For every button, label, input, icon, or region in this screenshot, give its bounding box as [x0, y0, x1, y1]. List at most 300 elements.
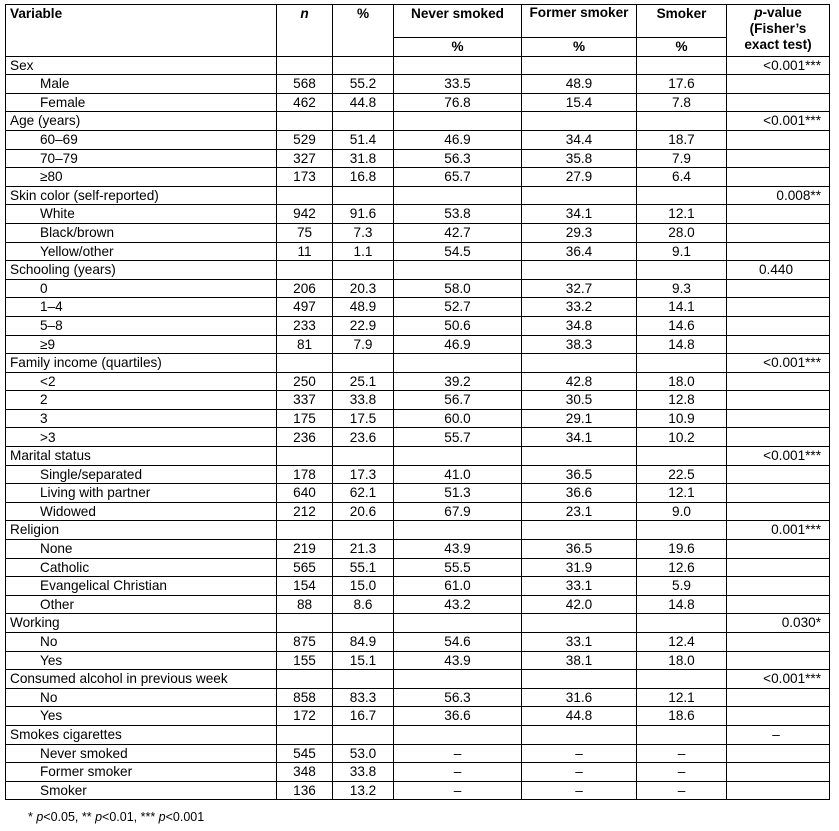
group-label: Age (years) — [6, 112, 277, 131]
row-never-smoked: 65.7 — [394, 168, 522, 187]
row-never-smoked: – — [394, 744, 522, 763]
row-never-smoked: 55.7 — [394, 428, 522, 447]
row-former-smoker: 34.1 — [522, 205, 637, 224]
row-never-smoked: 52.7 — [394, 298, 522, 317]
row-smoker: – — [637, 781, 727, 800]
header-smoker: Smoker — [637, 5, 727, 38]
row-smoker: – — [637, 763, 727, 782]
row-former-smoker: 29.1 — [522, 409, 637, 428]
row-label: 5–8 — [6, 316, 277, 335]
table-row — [6, 168, 830, 187]
row-n: 154 — [277, 577, 333, 596]
row-smoker: 12.4 — [637, 633, 727, 652]
table-row — [6, 577, 830, 596]
empty-cell — [637, 56, 727, 75]
row-percent: 21.3 — [333, 540, 394, 559]
empty-cell — [333, 112, 394, 131]
row-p-value — [727, 391, 830, 410]
row-p-value — [727, 149, 830, 168]
row-n: 568 — [277, 75, 333, 94]
empty-cell — [333, 521, 394, 540]
empty-cell — [394, 725, 522, 744]
row-percent: 7.9 — [333, 335, 394, 354]
row-p-value — [727, 651, 830, 670]
empty-cell — [394, 112, 522, 131]
row-label: 0 — [6, 279, 277, 298]
row-smoker: 7.9 — [637, 149, 727, 168]
row-former-smoker: – — [522, 763, 637, 782]
row-p-value — [727, 595, 830, 614]
row-percent: 44.8 — [333, 93, 394, 112]
group-row — [6, 112, 830, 131]
row-former-smoker: 29.3 — [522, 223, 637, 242]
row-n: 545 — [277, 744, 333, 763]
row-former-smoker: 23.1 — [522, 502, 637, 521]
row-former-smoker: 27.9 — [522, 168, 637, 187]
subheader-smoker-pct: % — [637, 38, 727, 57]
table-row — [6, 744, 830, 763]
empty-cell — [277, 614, 333, 633]
row-never-smoked: 46.9 — [394, 335, 522, 354]
group-label: Skin color (self-reported) — [6, 186, 277, 205]
header-row — [6, 5, 830, 38]
row-n: 858 — [277, 688, 333, 707]
row-n: 497 — [277, 298, 333, 317]
row-p-value — [727, 298, 830, 317]
row-percent: 84.9 — [333, 633, 394, 652]
row-p-value — [727, 781, 830, 800]
row-percent: 13.2 — [333, 781, 394, 800]
row-smoker: 12.6 — [637, 558, 727, 577]
empty-cell — [522, 56, 637, 75]
row-label: Smoker — [6, 781, 277, 800]
table-row — [6, 93, 830, 112]
row-n: 173 — [277, 168, 333, 187]
group-p-value: 0.030* — [727, 614, 830, 633]
row-smoker: 17.6 — [637, 75, 727, 94]
empty-cell — [394, 56, 522, 75]
empty-cell — [333, 56, 394, 75]
row-percent: 62.1 — [333, 484, 394, 503]
empty-cell — [637, 112, 727, 131]
group-row — [6, 521, 830, 540]
row-percent: 33.8 — [333, 763, 394, 782]
table-row — [6, 409, 830, 428]
row-former-smoker: 15.4 — [522, 93, 637, 112]
footnote-p3: p — [158, 810, 166, 824]
row-p-value — [727, 93, 830, 112]
row-n: 233 — [277, 316, 333, 335]
empty-cell — [333, 447, 394, 466]
row-p-value — [727, 502, 830, 521]
empty-cell — [277, 112, 333, 131]
table-row — [6, 428, 830, 447]
empty-cell — [394, 447, 522, 466]
row-label: Female — [6, 93, 277, 112]
empty-cell — [522, 670, 637, 689]
row-p-value — [727, 316, 830, 335]
table-row — [6, 391, 830, 410]
group-label: Consumed alcohol in previous week — [6, 670, 277, 689]
row-smoker: 12.1 — [637, 205, 727, 224]
row-percent: 20.6 — [333, 502, 394, 521]
row-n: 75 — [277, 223, 333, 242]
footnote-p1: p — [36, 810, 44, 824]
header-percent: % — [333, 5, 394, 57]
row-n: 175 — [277, 409, 333, 428]
empty-cell — [522, 725, 637, 744]
table-row — [6, 651, 830, 670]
row-smoker: 9.1 — [637, 242, 727, 261]
row-label: Former smoker — [6, 763, 277, 782]
empty-cell — [637, 614, 727, 633]
row-n: 11 — [277, 242, 333, 261]
row-former-smoker: 32.7 — [522, 279, 637, 298]
row-never-smoked: 53.8 — [394, 205, 522, 224]
row-label: Catholic — [6, 558, 277, 577]
empty-cell — [277, 447, 333, 466]
row-smoker: 18.0 — [637, 651, 727, 670]
row-never-smoked: 54.6 — [394, 633, 522, 652]
row-never-smoked: 61.0 — [394, 577, 522, 596]
table-row — [6, 298, 830, 317]
row-percent: 16.7 — [333, 707, 394, 726]
group-p-value: 0.008** — [727, 186, 830, 205]
empty-cell — [522, 614, 637, 633]
group-row — [6, 614, 830, 633]
empty-cell — [277, 670, 333, 689]
row-percent: 83.3 — [333, 688, 394, 707]
group-label: Smokes cigarettes — [6, 725, 277, 744]
row-percent: 8.6 — [333, 595, 394, 614]
empty-cell — [637, 725, 727, 744]
row-p-value — [727, 484, 830, 503]
row-label: Yes — [6, 651, 277, 670]
row-n: 327 — [277, 149, 333, 168]
row-n: 348 — [277, 763, 333, 782]
row-never-smoked: 39.2 — [394, 372, 522, 391]
row-percent: 7.3 — [333, 223, 394, 242]
row-never-smoked: 56.7 — [394, 391, 522, 410]
row-label: <2 — [6, 372, 277, 391]
row-never-smoked: 54.5 — [394, 242, 522, 261]
empty-cell — [333, 670, 394, 689]
row-n: 462 — [277, 93, 333, 112]
header-n: n — [277, 5, 333, 57]
row-smoker: 18.7 — [637, 130, 727, 149]
row-smoker: 14.8 — [637, 595, 727, 614]
row-percent: 51.4 — [333, 130, 394, 149]
row-percent: 33.8 — [333, 391, 394, 410]
row-p-value — [727, 372, 830, 391]
row-n: 178 — [277, 465, 333, 484]
row-percent: 15.0 — [333, 577, 394, 596]
row-former-smoker: 38.3 — [522, 335, 637, 354]
row-smoker: 5.9 — [637, 577, 727, 596]
row-n: 529 — [277, 130, 333, 149]
row-p-value — [727, 577, 830, 596]
empty-cell — [522, 521, 637, 540]
row-never-smoked: 51.3 — [394, 484, 522, 503]
table-row — [6, 633, 830, 652]
row-label: >3 — [6, 428, 277, 447]
row-n: 250 — [277, 372, 333, 391]
row-p-value — [727, 75, 830, 94]
row-percent: 48.9 — [333, 298, 394, 317]
empty-cell — [637, 186, 727, 205]
row-smoker: 18.6 — [637, 707, 727, 726]
row-former-smoker: 33.1 — [522, 633, 637, 652]
table-row — [6, 335, 830, 354]
row-never-smoked: 58.0 — [394, 279, 522, 298]
group-label: Religion — [6, 521, 277, 540]
group-row — [6, 725, 830, 744]
row-label: Yes — [6, 707, 277, 726]
table-row — [6, 75, 830, 94]
group-p-value: – — [727, 725, 830, 744]
table-row — [6, 707, 830, 726]
row-former-smoker: – — [522, 744, 637, 763]
row-n: 875 — [277, 633, 333, 652]
row-smoker: 14.1 — [637, 298, 727, 317]
row-label: Male — [6, 75, 277, 94]
row-smoker: 12.8 — [637, 391, 727, 410]
row-percent: 20.3 — [333, 279, 394, 298]
row-label: 1–4 — [6, 298, 277, 317]
row-former-smoker: 36.4 — [522, 242, 637, 261]
empty-cell — [637, 521, 727, 540]
table-row — [6, 763, 830, 782]
row-p-value — [727, 428, 830, 447]
empty-cell — [277, 521, 333, 540]
row-n: 136 — [277, 781, 333, 800]
p-letter: p — [754, 5, 763, 20]
empty-cell — [277, 56, 333, 75]
table-row — [6, 205, 830, 224]
row-p-value — [727, 205, 830, 224]
row-former-smoker: 33.2 — [522, 298, 637, 317]
row-former-smoker: – — [522, 781, 637, 800]
empty-cell — [394, 521, 522, 540]
row-never-smoked: 46.9 — [394, 130, 522, 149]
empty-cell — [522, 354, 637, 373]
table-row — [6, 149, 830, 168]
row-percent: 16.8 — [333, 168, 394, 187]
row-never-smoked: 42.7 — [394, 223, 522, 242]
row-never-smoked: 43.9 — [394, 540, 522, 559]
group-row — [6, 186, 830, 205]
row-n: 942 — [277, 205, 333, 224]
row-smoker: 10.9 — [637, 409, 727, 428]
table-row — [6, 484, 830, 503]
empty-cell — [522, 112, 637, 131]
smoking-status-table — [5, 4, 830, 800]
row-former-smoker: 36.5 — [522, 465, 637, 484]
footnote-t2: <0.01, *** — [102, 810, 159, 824]
row-label: 2 — [6, 391, 277, 410]
header-former-smoker: Former smoker — [522, 5, 637, 38]
row-never-smoked: – — [394, 763, 522, 782]
empty-cell — [394, 186, 522, 205]
row-label: Yellow/other — [6, 242, 277, 261]
row-p-value — [727, 409, 830, 428]
group-p-value: <0.001*** — [727, 112, 830, 131]
row-smoker: 7.8 — [637, 93, 727, 112]
table-row — [6, 242, 830, 261]
row-label: Widowed — [6, 502, 277, 521]
empty-cell — [277, 725, 333, 744]
row-former-smoker: 38.1 — [522, 651, 637, 670]
row-label: No — [6, 633, 277, 652]
row-smoker: 6.4 — [637, 168, 727, 187]
row-p-value — [727, 279, 830, 298]
empty-cell — [637, 354, 727, 373]
group-p-value: 0.440 — [727, 261, 830, 280]
footnote-t1: <0.05, ** — [43, 810, 96, 824]
row-never-smoked: 56.3 — [394, 688, 522, 707]
row-former-smoker: 34.8 — [522, 316, 637, 335]
row-percent: 55.1 — [333, 558, 394, 577]
empty-cell — [394, 261, 522, 280]
row-never-smoked: 55.5 — [394, 558, 522, 577]
table-row — [6, 595, 830, 614]
empty-cell — [394, 354, 522, 373]
row-label: No — [6, 688, 277, 707]
group-row — [6, 261, 830, 280]
table-row — [6, 465, 830, 484]
row-n: 219 — [277, 540, 333, 559]
row-p-value — [727, 465, 830, 484]
footnote-t3: <0.001 — [165, 810, 205, 824]
row-never-smoked: 41.0 — [394, 465, 522, 484]
table-row — [6, 688, 830, 707]
subheader-former-pct: % — [522, 38, 637, 57]
row-label: Black/brown — [6, 223, 277, 242]
row-smoker: 14.6 — [637, 316, 727, 335]
group-p-value: <0.001*** — [727, 447, 830, 466]
row-never-smoked: 36.6 — [394, 707, 522, 726]
row-former-smoker: 36.6 — [522, 484, 637, 503]
group-row — [6, 56, 830, 75]
row-p-value — [727, 744, 830, 763]
group-label: Sex — [6, 56, 277, 75]
row-never-smoked: 43.2 — [394, 595, 522, 614]
row-p-value — [727, 707, 830, 726]
row-former-smoker: 34.1 — [522, 428, 637, 447]
row-smoker: 9.3 — [637, 279, 727, 298]
row-p-value — [727, 130, 830, 149]
footnote-star: * — [28, 810, 37, 824]
empty-cell — [394, 670, 522, 689]
row-percent: 17.3 — [333, 465, 394, 484]
row-p-value — [727, 763, 830, 782]
row-former-smoker: 44.8 — [522, 707, 637, 726]
row-former-smoker: 48.9 — [522, 75, 637, 94]
row-n: 236 — [277, 428, 333, 447]
footnote — [28, 810, 204, 824]
row-smoker: 10.2 — [637, 428, 727, 447]
empty-cell — [277, 261, 333, 280]
row-never-smoked: 33.5 — [394, 75, 522, 94]
empty-cell — [277, 354, 333, 373]
group-p-value: <0.001*** — [727, 670, 830, 689]
row-smoker: 12.1 — [637, 484, 727, 503]
group-label: Working — [6, 614, 277, 633]
row-percent: 23.6 — [333, 428, 394, 447]
empty-cell — [637, 670, 727, 689]
row-former-smoker: 34.4 — [522, 130, 637, 149]
row-n: 565 — [277, 558, 333, 577]
row-p-value — [727, 223, 830, 242]
row-p-value — [727, 168, 830, 187]
row-n: 155 — [277, 651, 333, 670]
row-percent: 91.6 — [333, 205, 394, 224]
row-label: ≥80 — [6, 168, 277, 187]
row-never-smoked: 60.0 — [394, 409, 522, 428]
table-row — [6, 279, 830, 298]
table-row — [6, 223, 830, 242]
row-never-smoked: – — [394, 781, 522, 800]
table-row — [6, 558, 830, 577]
row-p-value — [727, 688, 830, 707]
group-row — [6, 670, 830, 689]
empty-cell — [522, 261, 637, 280]
table-body — [6, 56, 830, 800]
row-n: 81 — [277, 335, 333, 354]
row-smoker: 18.0 — [637, 372, 727, 391]
header-variable: Variable — [6, 5, 277, 57]
table-row — [6, 372, 830, 391]
row-never-smoked: 43.9 — [394, 651, 522, 670]
empty-cell — [637, 447, 727, 466]
table-container — [5, 4, 830, 800]
row-label: Other — [6, 595, 277, 614]
row-n: 212 — [277, 502, 333, 521]
empty-cell — [522, 447, 637, 466]
row-p-value — [727, 558, 830, 577]
row-former-smoker: 35.8 — [522, 149, 637, 168]
row-label: Single/separated — [6, 465, 277, 484]
group-label: Schooling (years) — [6, 261, 277, 280]
p-value-label: -value (Fisher’s exact test) — [744, 5, 812, 52]
header-never-smoked: Never smoked — [394, 5, 522, 38]
row-smoker: 19.6 — [637, 540, 727, 559]
row-label: 60–69 — [6, 130, 277, 149]
row-former-smoker: 30.5 — [522, 391, 637, 410]
row-p-value — [727, 335, 830, 354]
row-smoker: 9.0 — [637, 502, 727, 521]
row-smoker: 14.8 — [637, 335, 727, 354]
row-never-smoked: 50.6 — [394, 316, 522, 335]
row-label: None — [6, 540, 277, 559]
row-percent: 53.0 — [333, 744, 394, 763]
empty-cell — [333, 261, 394, 280]
empty-cell — [394, 614, 522, 633]
row-n: 206 — [277, 279, 333, 298]
row-never-smoked: 76.8 — [394, 93, 522, 112]
table-row — [6, 130, 830, 149]
header-p-value — [727, 5, 830, 57]
row-p-value — [727, 242, 830, 261]
row-former-smoker: 31.9 — [522, 558, 637, 577]
row-percent: 17.5 — [333, 409, 394, 428]
row-label: Never smoked — [6, 744, 277, 763]
row-percent: 22.9 — [333, 316, 394, 335]
row-never-smoked: 56.3 — [394, 149, 522, 168]
group-row — [6, 354, 830, 373]
row-former-smoker: 31.6 — [522, 688, 637, 707]
row-label: Living with partner — [6, 484, 277, 503]
